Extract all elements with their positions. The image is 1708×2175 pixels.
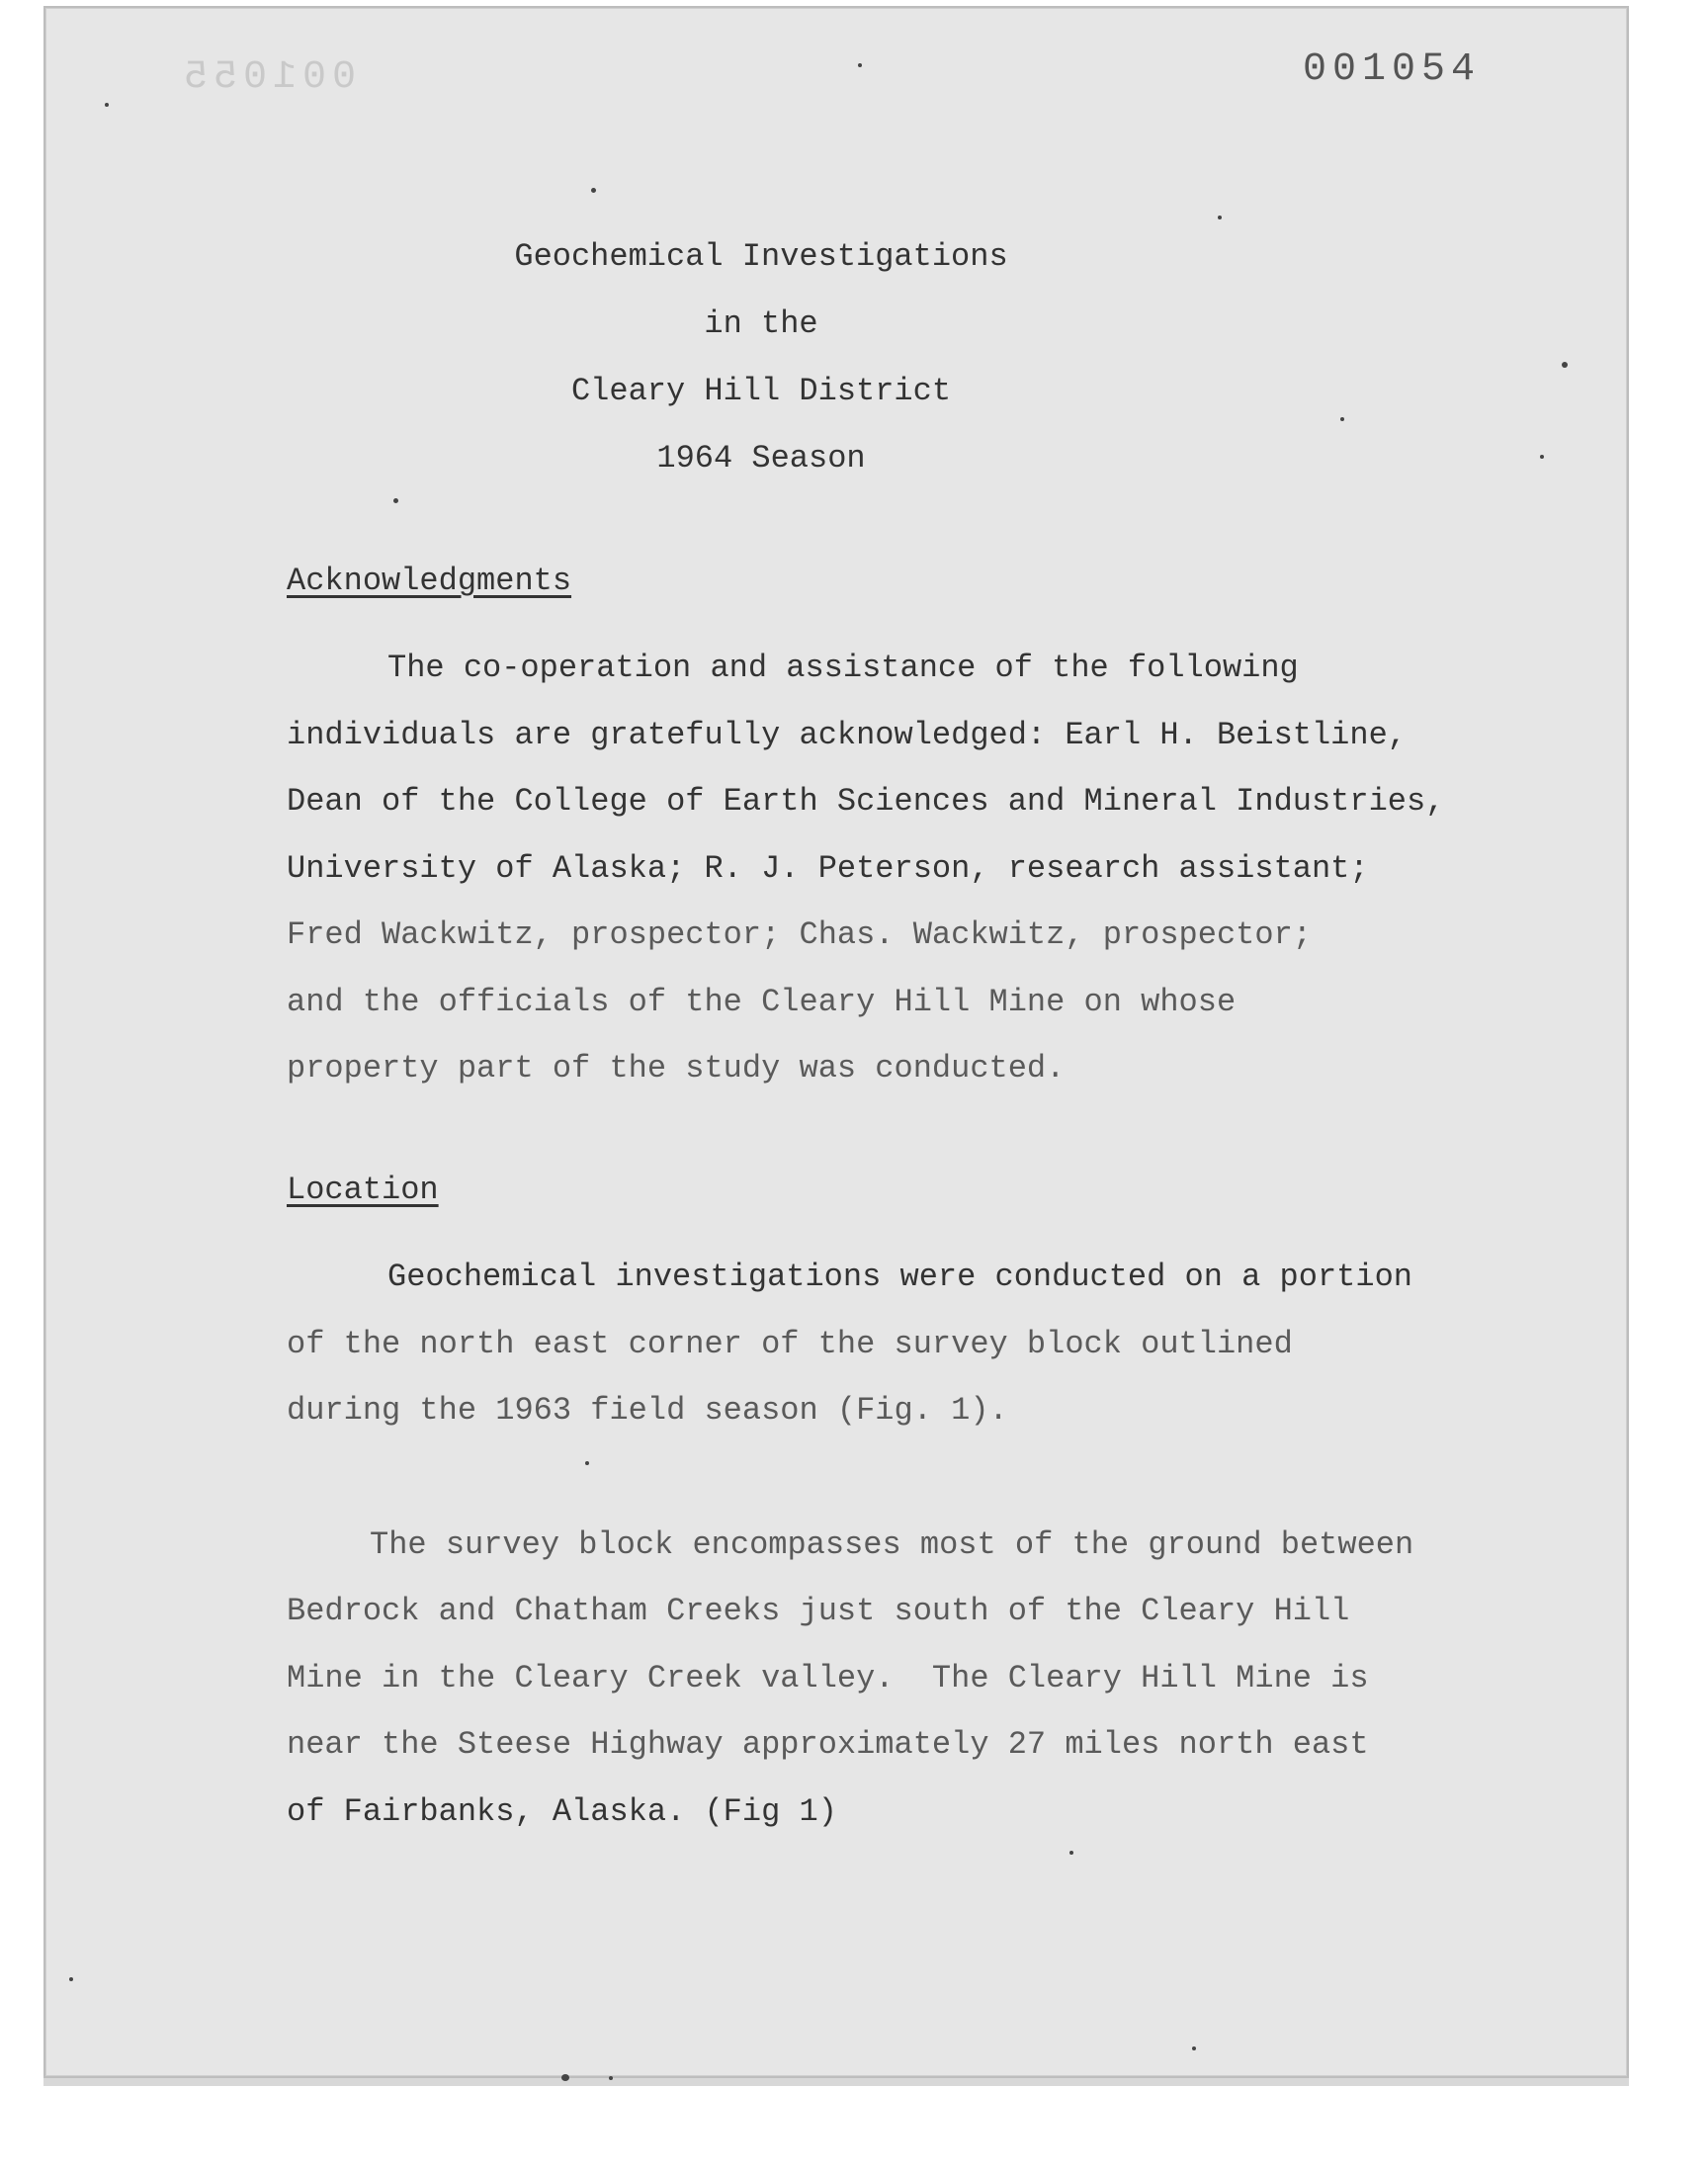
paragraph-line: University of Alaska; R. J. Peterson, research assistant; [287,849,1369,887]
scan-speck [561,2074,569,2081]
scan-speck [1562,362,1568,368]
scan-speck [609,2076,613,2080]
paragraph-line: near the Steese Highway approximately 27 miles north east [287,1726,1369,1763]
document-title [336,223,1186,492]
paragraph-line: Bedrock and Chatham Creeks just south of the Cleary Hill [287,1593,1350,1629]
scan-speck [1540,455,1544,459]
scan-speck [1218,216,1222,219]
bleed-through-page-number: 001055 [178,55,357,100]
paragraph-line: The survey block encompasses most of the ground between [370,1525,1414,1563]
scan-speck [591,188,596,193]
acknowledgments-section [287,562,1532,1102]
paragraph-line: property part of the study was conducted. [287,1050,1066,1087]
title-line-3: Cleary Hill District [570,373,952,409]
location-paragraph-2 [287,1512,1532,1846]
scan-speck [393,498,398,503]
paragraph-line: individuals are gratefully acknowledged: Earl H. Beistline, [287,716,1407,753]
paragraph-line: of the north east corner of the survey block outlined [287,1325,1293,1362]
scan-speck [1069,1851,1073,1855]
location-heading: Location [287,1172,439,1208]
location-section [287,1171,1532,1845]
scan-speck [105,103,109,107]
paragraph-line: Fred Wackwitz, prospector; Chas. Wackwitz, prospector; [287,916,1312,953]
page-bottom-shadow [43,2078,1629,2086]
paragraph-line: The co-operation and assistance of the following [387,650,1299,686]
title-line-2: in the [704,305,818,342]
paragraph-line: Geochemical investigations were conducted on a portion [387,1259,1412,1295]
paragraph-line: during the 1963 field season (Fig. 1). [287,1392,1008,1429]
paragraph-line: and the officials of the Cleary Hill Mine on whose [287,983,1237,1020]
scan-speck [1340,417,1344,421]
acknowledgments-paragraph [287,635,1532,1102]
paragraph-line: of Fairbanks, Alaska. (Fig 1) [287,1792,837,1830]
document-number: 001054 [1303,47,1482,92]
title-line-4: 1964 Season [656,440,866,477]
scan-speck [1192,2046,1196,2050]
scan-speck [858,63,862,67]
paragraph-line: Mine in the Cleary Creek valley. The Cleary Hill Mine is [287,1659,1369,1696]
scan-speck [585,1461,589,1465]
scan-speck [69,1977,73,1981]
acknowledgments-heading: Acknowledgments [287,563,572,599]
paragraph-line: Dean of the College of Earth Sciences and Mineral Industries, [287,783,1445,820]
location-paragraph-1 [287,1244,1532,1444]
title-line-1: Geochemical Investigations [514,238,1008,275]
